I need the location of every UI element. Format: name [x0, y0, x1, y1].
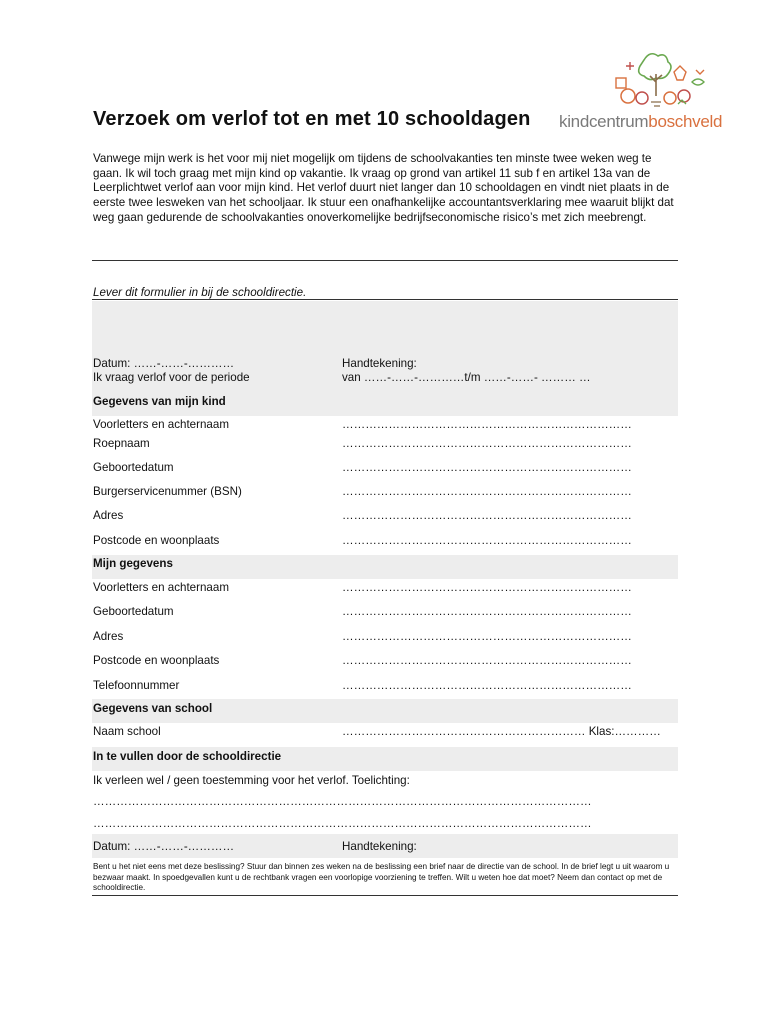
mijn-field-telefoon[interactable]: …………………………………………………………………	[342, 679, 632, 692]
directie-explanation-line-2[interactable]: …………………………………………………………………………………………………………………	[93, 817, 592, 830]
directie-signature-label: Handtekening:	[342, 840, 417, 853]
mijn-field-postcode[interactable]: …………………………………………………………………	[342, 654, 632, 667]
mijn-field-adres[interactable]: …………………………………………………………………	[342, 630, 632, 643]
page-title: Verzoek om verlof tot en met 10 schooldagen	[93, 108, 531, 130]
section-band-mijn	[92, 555, 678, 579]
request-date[interactable]: Datum: ……-……-…………	[93, 357, 235, 370]
request-signature-label: Handtekening:	[342, 357, 417, 370]
school-label-naam: Naam school	[93, 725, 161, 738]
directie-date[interactable]: Datum: ……-……-…………	[93, 840, 235, 853]
kind-field-postcode[interactable]: …………………………………………………………………	[342, 534, 632, 547]
kind-field-roepnaam[interactable]: …………………………………………………………………	[342, 437, 632, 450]
logo-word-kindcentrum: kindcentrum	[559, 112, 649, 131]
section-heading-kind: Gegevens van mijn kind	[93, 395, 226, 408]
divider-instruction	[92, 299, 678, 300]
logo-illustration-icon	[556, 52, 726, 112]
kind-label-roepnaam: Roepnaam	[93, 437, 150, 450]
kind-field-adres[interactable]: …………………………………………………………………	[342, 509, 632, 522]
kind-field-geboortedatum[interactable]: …………………………………………………………………	[342, 461, 632, 474]
instruction-text: Lever dit formulier in bij de schooldirectie.	[93, 286, 307, 299]
mijn-label-name: Voorletters en achternaam	[93, 581, 229, 594]
kind-field-name[interactable]: …………………………………………………………………	[342, 418, 632, 431]
section-heading-school: Gegevens van school	[93, 702, 213, 715]
mijn-label-postcode: Postcode en woonplaats	[93, 654, 220, 667]
mijn-field-geboortedatum[interactable]: …………………………………………………………………	[342, 605, 632, 618]
logo-wordmark	[559, 112, 722, 132]
intro-text: Vanwege mijn werk is het voor mij niet mogelijk om tijdens de schoolvakanties ten minste twee weken weg te gaan. Ik wil toch graag met mijn kind op vakantie. Ik vraag op grond van artikel 11 sub f en artikel 13a van de Leerplichtwet verlof aan voor mijn kind. Het verlof duurt niet langer dan 10 schooldagen en vindt niet plaats in de eerste twee lesweken van het schooljaar. Ik stuur een onafhankelijke accountantsverklaring mee waaruit blijkt dat weg gaan gedurende de schoolvakanties onoverkomelijke bedrijfseconomische risico’s met zich meebrengt.	[93, 152, 674, 224]
school-logo	[556, 52, 726, 132]
kind-label-postcode: Postcode en woonplaats	[93, 534, 220, 547]
request-period-field[interactable]: van ……-……-…………t/m ……-……- ……… …	[342, 371, 591, 384]
kind-label-adres: Adres	[93, 509, 124, 522]
footer-objection-note: Bent u het niet eens met deze beslissing? Stuur dan binnen zes weken na de beslissing een brief naar de directie van de school. In de brief legt u uit waarom u bezwaar maakt. In spoedgevallen kunt u de rechtbank vragen een voorlopige voorziening te treffen. Wilt u weten hoe dat moet? Neem dan contact op met de schooldirectie.	[93, 862, 670, 893]
mijn-field-name[interactable]: …………………………………………………………………	[342, 581, 632, 594]
divider-bottom	[92, 895, 678, 896]
directie-consent-text: Ik verleen wel / geen toestemming voor het verlof. Toelichting:	[93, 774, 410, 787]
kind-label-name: Voorletters en achternaam	[93, 418, 229, 431]
logo-word-boschveld: boschveld	[648, 112, 723, 131]
section-heading-mijn: Mijn gegevens	[93, 557, 173, 570]
request-period-label: Ik vraag verlof voor de periode	[93, 371, 250, 384]
school-field-naam-klas[interactable]: ……………………………………………………… Klas:…………	[342, 725, 661, 738]
section-heading-directie: In te vullen door de schooldirectie	[93, 750, 282, 763]
mijn-label-geboortedatum: Geboortedatum	[93, 605, 174, 618]
mijn-label-telefoon: Telefoonnummer	[93, 679, 180, 692]
kind-field-bsn[interactable]: …………………………………………………………………	[342, 485, 632, 498]
divider-top	[92, 260, 678, 261]
mijn-label-adres: Adres	[93, 630, 124, 643]
kind-label-geboortedatum: Geboortedatum	[93, 461, 174, 474]
kind-label-bsn: Burgerservicenummer (BSN)	[93, 485, 242, 498]
directie-explanation-line-1[interactable]: …………………………………………………………………………………………………………………	[93, 795, 592, 808]
